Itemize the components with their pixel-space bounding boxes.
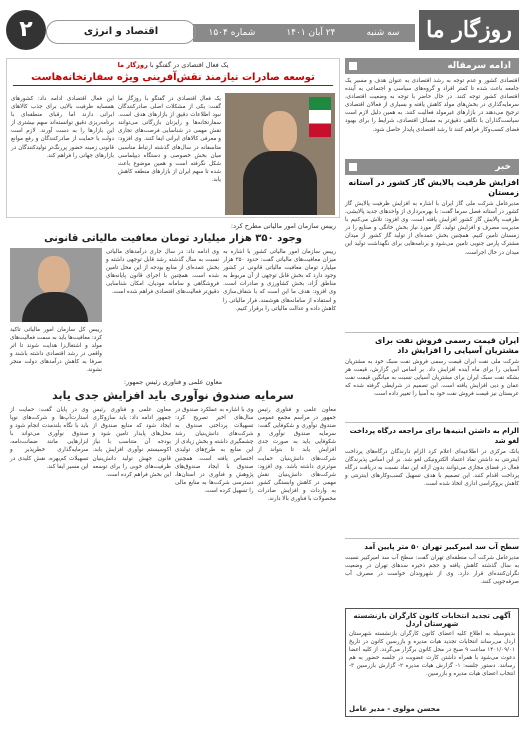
article1-kicker: [7, 61, 339, 69]
article3-text-d: وی در پایان گفت: حمایت از استارت‌آپ‌ها و شرکت‌های نوپا باید با نگاه بلندمدت انجام شود و صندوق نوآوری می‌تواند با ابزارهایی مانند ضمانت‌نامه، سرمایه‌گذاری خطرپذیر و تسهیلات کم‌بهره، نقش کلیدی در این مسیر ایفا کند.: [10, 407, 89, 470]
article2-photo: [10, 248, 102, 322]
kicker-brand: روزگار ما: [117, 61, 148, 69]
person-face: [38, 256, 70, 294]
divider: [345, 422, 519, 423]
article1-headline: توسعه صادرات نیازمند نقش‌آفرینی ویژه سفارتخانه‌هاست: [13, 70, 333, 86]
editorial-text: اقتصادی کشور و عدم توجه به رشد اقتصادی به عنوان هدف و مسیر یک جامعه باعث شده تا کمتر افراد و گروه‌های سیاسی و اجتماعی به آینده اقتصادی کشور توجه کنند. در حال حاضر با توجه به وضعیت اقتصادی، سرمایه‌گذاری در بخش‌های مولد کاهش یافته و بسیاری از فعالان اقتصادی ترجیح می‌دهند در بازارهای غیرمولد فعالیت کنند. به همین دلیل لازم است سیاست‌گذاران با نگاهی دقیق‌تر به مسائل اقتصادی، شرایط را برای بهبود فضای کسب‌وکار فراهم کنند تا رشد اقتصادی پایدار حاصل شود.: [345, 78, 519, 133]
person-suit: [243, 151, 317, 215]
article3-text-b: وی با اشاره به عملکرد صندوق در سال‌های اخیر تصریح کرد: تسهیلات پرداختی صندوق به شرکت‌های دانش‌بنیان رشد چشمگیری داشته و بخش زیادی از این منابع به طرح‌های تولیدی اختصاص یافته است. همچنین صندوق با ایجاد صندوق‌های پژوهش و فناوری در استان‌ها، دسترسی شرکت‌ها به منابع مالی را تسهیل کرده است.: [175, 407, 254, 494]
news1-title: افزایش ظرفیت پالایش گاز کشور در آستانه زمستان: [348, 178, 519, 197]
newspaper-page: [6, 6, 519, 746]
page-number: ۲: [6, 10, 46, 50]
article3-kicker: معاون علمی و فناوری رئیس جمهور:: [123, 378, 223, 386]
article2-body: [106, 248, 336, 366]
article2-text-a: رییس سازمان امور مالیاتی کشور با اشاره به میزان معافیت‌های مالیاتی گفت: حدود ۳۵۰ هزار میلیارد تومان معافیت مالیاتی قانونی در کشور وجود دارد که بخش قابل توجهی از آن مربوط به مناطق آزاد، بخش کشاورزی و صادرات است. وی افزود: هدف ما این است که با شفاف‌سازی و استفاده از سامانه‌های هوشمند، فرار مالیاتی را کاهش داده و عدالت مالیاتی را برقرار کنیم.: [223, 249, 336, 312]
article3-text-a: معاون علمی و فناوری رئیس جمهور در مراسم مجمع عمومی صندوق نوآوری و شکوفایی گفت: سرمایه صندوق نوآوری و شکوفایی باید به صورت جدی افزایش یابد تا بتواند از شرکت‌های دانش‌بنیان حمایت موثرتری داشته باشد. وی افزود: شرکت‌های دانش‌بنیان نقش مهمی در کاهش وابستگی کشور به واردات و افزایش صادرات محصولات با فناوری بالا دارند.: [257, 407, 336, 503]
issue-label: شماره ۱۵۰۴: [208, 28, 256, 38]
kicker-prefix: یک فعال اقتصادی در گفتگو با: [149, 61, 229, 69]
news1-text: مدیرعامل شرکت ملی گاز ایران با اشاره به افزایش ظرفیت پالایش گاز کشور در آستانه فصل سرما گفت: با بهره‌برداری از واحدهای جدید پالایشی، ظرفیت پالایش گاز کشور افزایش یافته است. وی افزود: تلاش می‌کنیم با مدیریت مصرف و افزایش تولید، گاز مورد نیاز بخش خانگی و صنایع را در زمستان تامین کنیم. همچنین بخش عمده‌ای از تولید گاز کشور از میدان مشترک پارس جنوبی تامین می‌شود و برنامه‌هایی برای نگهداشت تولید این میدان در حال اجراست.: [345, 201, 519, 256]
divider: [345, 538, 519, 539]
article1-text-b: این فعال اقتصادی ادامه داد: کشورهای همسایه ظرفیت بالایی برای جذب کالاهای ایرانی دارند اما رقبای منطقه‌ای با برنامه‌ریزی دقیق توانسته‌اند سهم بیشتری از این بازارها را به دست آورند. لازم است دولت با حمایت از صادرکنندگان و رفع موانع قانونی زمینه حضور پررنگ‌تر تولیدکنندگان در بازارهای جهانی را فراهم کند.: [11, 96, 114, 159]
article2-text-c: رییس کل سازمان امور مالیاتی تاکید کرد: معافیت‌ها باید به سمت فعالیت‌های مولد و اشتغال‌زا هدایت شوند تا اثر واقعی در رشد اقتصادی داشته باشند و صرفا به کاهش درآمدهای دولت منجر نشوند.: [10, 327, 102, 374]
person-face: [263, 111, 297, 153]
day-label: سه شنبه: [366, 28, 400, 38]
article3-text-c: معاون علمی و فناوری رئیس جمهور ادامه داد: باید سازوکاری ایجاد شود که منابع صندوق از محل‌های پایدار تامین شود و بودجه آن متناسب با نیاز اکوسیستم نوآوری افزایش یابد. قانون جهش تولید دانش‌بنیان ظرفیت‌های خوبی را برای توسعه این بخش فراهم کرده است.: [92, 407, 171, 478]
news3-title: الزام به داشتن ابنیه‌ها برای مراجعه درگاه پرداخت لغو شد: [349, 427, 519, 445]
main-column: [6, 58, 340, 746]
editorial-header: ادامه سرمقاله: [345, 58, 519, 74]
masthead: [6, 6, 519, 56]
date-label: ۲۴ آبان ۱۴۰۱: [286, 28, 336, 38]
article2-text-b: وی ادامه داد: در سال جاری درآمدهای مالیاتی نسبت به سال گذشته رشد قابل توجهی داشته و بخش عمده‌ای از منابع بودجه از این محل تامین شده است. همچنین با اجرای قانون پایانه‌های فروشگاهی و سامانه مودیان، امکان شناسایی دقیق‌تر فعالیت‌های اقتصادی فراهم شده است.: [106, 249, 219, 296]
article-tax: [6, 220, 340, 374]
article-innovation-fund: [6, 376, 340, 746]
person-suit: [22, 292, 88, 322]
article2-headline: وجود ۳۵۰ هزار میلیارد تومان معافیت مالیاتی قانونی: [44, 233, 302, 244]
article1-photo: [225, 93, 335, 215]
article2-kicker: رییس سازمان امور مالیاتی مطرح کرد:: [230, 222, 336, 230]
flag-image: [309, 97, 331, 137]
notice-text: بدینوسیله به اطلاع کلیه اعضای کانون کارگران بازنشسته شهرستان اردل می‌رساند انتخابات تجدید هیات مدیره و بازرسین کانون در تاریخ ۱۴۰۱/۰۹/۰۱ ساعت ۹ صبح در محل کانون برگزار می‌گردد. از کلیه اعضا دعوت می‌شود با همراه داشتن کارت عضویت در جلسه حضور به هم رسانند. دستور جلسه: ۱- گزارش هیات مدیره ۲- گزارش بازرسین ۳- انتخاب اعضای هیات مدیره و بازرسین.: [349, 631, 516, 678]
divider: [345, 332, 519, 333]
article3-headline: سرمایه صندوق نوآوری باید افزایش جدی یابد: [52, 389, 294, 402]
news3-text: بانک مرکزی در اطلاعیه‌ای اعلام کرد الزام دارندگان درگاه‌های پرداخت اینترنتی به داشتن نماد اعتماد الکترونیکی لغو شد. بر این اساس پذیرندگان فعال در فضای مجازی می‌توانند بدون ارائه این نماد نسبت به دریافت درگاه پرداخت اقدام کنند. این تصمیم با هدف تسهیل کسب‌وکارهای اینترنتی و کاهش بروکراسی اداری اتخاذ شده است.: [345, 449, 519, 488]
notice-signature: محسن مولوی - مدیر عامل: [349, 705, 440, 713]
news2-text: شرکت ملی نفت ایران قیمت رسمی فروش نفت سبک خود به مشتریان آسیایی را برای ماه آینده افزایش داد. بر اساس این گزارش، قیمت هر بشکه نفت سبک ایران برای مشتریان آسیایی نسبت به میانگین قیمت نفت عمان و دبی افزایش یافته است. این تصمیم در شرایطی گرفته شده که عربستان نیز قیمت فروش نفت خود به آسیا را تغییر داده است.: [345, 359, 519, 398]
news4-text: مدیرعامل شرکت آب منطقه‌ای تهران گفت: سطح آب سد امیرکبیر نسبت به سال گذشته کاهش یافته و حجم ذخیره سدهای تهران در وضعیت نگران‌کننده‌ای قرار دارد. وی از شهروندان خواست در مصرف آب صرفه‌جویی کنند.: [345, 555, 519, 586]
article3-body: [10, 406, 336, 742]
date-bar: [193, 24, 415, 42]
section-label: اقتصاد و انرژی: [46, 20, 196, 44]
article1-body: [11, 95, 221, 215]
notice-title: آگهی تجدید انتخابات کانون کارگران بازنشسته شهرستان اردل: [353, 612, 511, 628]
newspaper-logo: روزگار ما: [419, 10, 519, 50]
news-header: خبر: [345, 159, 519, 175]
right-column: [345, 58, 519, 746]
article-export: [6, 58, 340, 218]
news4-title: سطح آب سد امیرکبیر تهران ۵۰ متر پایین آمد: [364, 543, 519, 551]
article1-text-a: یک فعال اقتصادی در گفتگو با روزگار ما گفت: یکی از مشکلات اصلی صادرکنندگان نبود اطلاعات دقیق از بازارهای هدف است. سفارتخانه‌ها و رایزنان بازرگانی می‌توانند نقش مهمی در شناسایی فرصت‌های تجاری و معرفی کالاهای ایرانی ایفا کنند. وی افزود: متاسفانه در سال‌های گذشته ارتباط مناسبی میان بخش خصوصی و دستگاه دیپلماسی شکل نگرفته است و همین موضوع باعث شده تا سهم ایران از بازارهای منطقه کاهش یابد.: [118, 96, 221, 183]
news2-title: ایران قیمت رسمی فروش نفت برای مشتریان آسیایی را افزایش داد: [375, 336, 519, 355]
election-notice: [345, 608, 519, 717]
